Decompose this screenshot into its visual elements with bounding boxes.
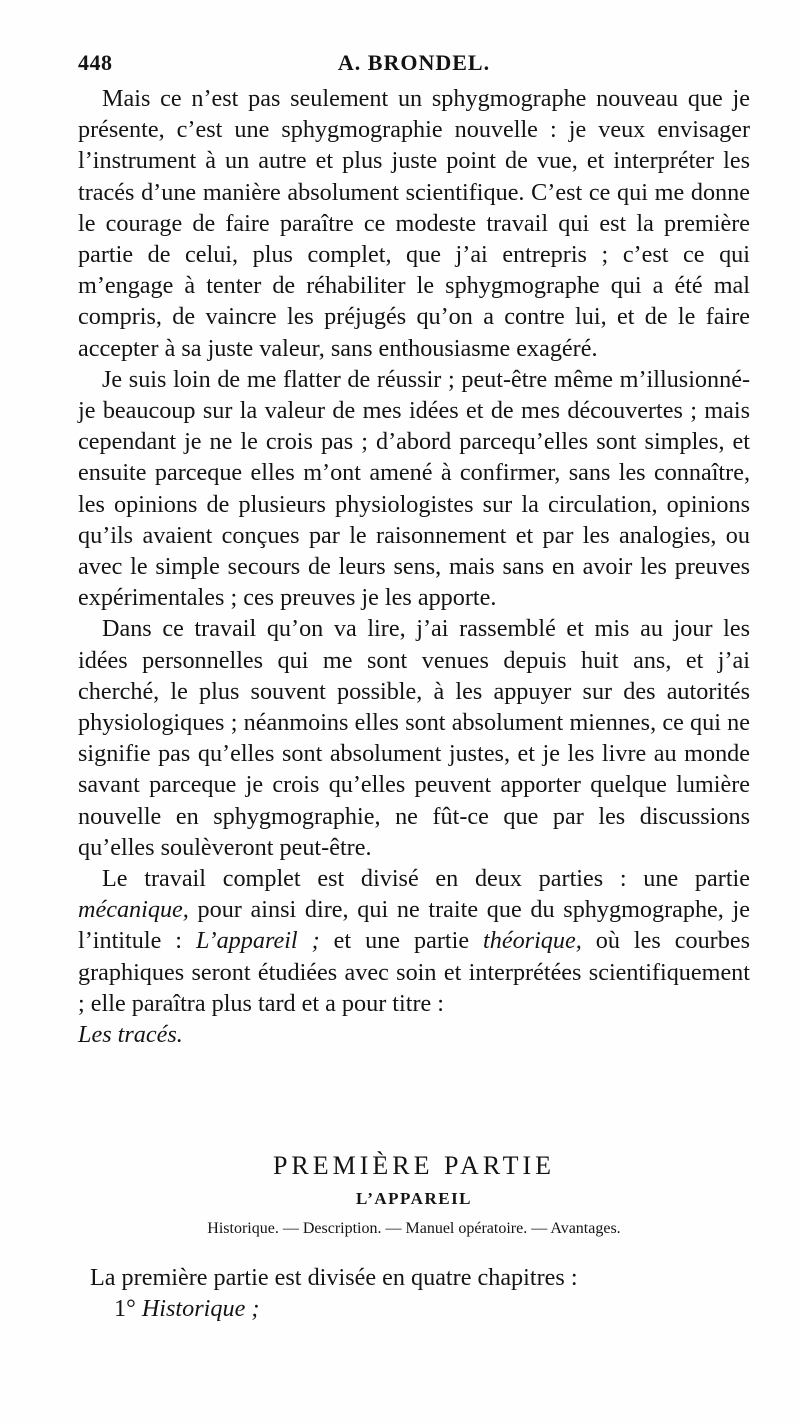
part-heading <box>78 1150 750 1240</box>
main-text <box>78 83 750 1050</box>
part-subtitle: L’APPAREIL <box>355 1189 473 1208</box>
paragraph-4-text-4: où les courbes graphiques seront étudiées avec soin et interprétées scientifiquement ; elle paraîtra plus tard et a pour titre : <box>78 927 750 1017</box>
chapter-list <box>78 1262 750 1324</box>
term-mecanique: mécanique, <box>78 896 189 924</box>
running-head: A. BRONDEL. <box>337 50 491 75</box>
part-summary: Historique. — Description. — Manuel opératoire. — Avantages. <box>207 1220 621 1237</box>
chapter-list-intro: La première partie est divisée en quatre chapitres : <box>90 1264 578 1291</box>
paragraph-4-text-2: pour ainsi dire, qui ne traite que du sphygmographe, je l’intitule : <box>78 896 750 955</box>
page-number: 448 <box>78 50 113 75</box>
title-traces: Les tracés. <box>78 1021 183 1049</box>
paragraph-2: Je suis loin de me flatter de réussir ; peut-être même m’illusionné-je beaucoup sur la valeur de mes idées et de mes découvertes ; mais cependant je ne le crois pas ; d’abord parcequ’elles sont simples, et ensuite parceque elles m’ont amené à confirmer, sans les connaître, les opinions de plusieurs physiologistes sur la circulation, opinions qu’ils avaient conçues par le raisonnement et par les analogies, ou avec le simple secours de leurs sens, mais sans en avoir les preuves expérimentales ; ces preuves je les apporte. <box>78 365 750 612</box>
chapter-item-number: 1° <box>114 1295 136 1323</box>
chapter-item-label: Historique ; <box>141 1295 260 1323</box>
title-appareil: L’appareil ; <box>195 927 320 955</box>
paragraph-4-text-3: et une partie <box>319 927 484 955</box>
paragraph-4-text-1: Le travail complet est divisé en deux parties : une partie <box>102 865 750 893</box>
paragraph-3: Dans ce travail qu’on va lire, j’ai rassemblé et mis au jour les idées personnelles qui me sont venues depuis huit ans, et j’ai cherché, le plus souvent possible, à les appuyer sur des autorités physiologiques ; néanmoins elles sont absolument miennes, ce qui ne signifie pas qu’elles sont absolument justes, et je les livre au monde savant parceque je crois qu’elles peuvent apporter quelque lumière nouvelle en sphygmographie, ne fût-ce que par les discussions qu’elles soulèveront peut-être. <box>78 615 750 861</box>
page-header <box>78 50 750 80</box>
chapter-item-1 <box>78 1293 750 1324</box>
paragraph-4 <box>78 863 750 1050</box>
paragraph-1: Mais ce n’est pas seulement un sphygmographe nouveau que je présente, c’est une sphygmographie nouvelle : je veux envisager l’instrument à un autre et plus juste point de vue, et interpréter les tracés d’une manière absolument scientifique. C’est ce qui me donne le courage de faire paraître ce modeste travail qui est la première partie de celui, plus complet, que j’ai entrepris ; c’est ce qui m’engage à tenter de réhabiliter le sphygmographe qui a été mal compris, de vaincre les préjugés qu’on a contre lui, et de le faire accepter à sa juste valeur, sans enthousiasme exagéré. <box>78 85 750 362</box>
part-title: PREMIÈRE PARTIE <box>272 1151 556 1180</box>
term-theorique: théorique, <box>483 927 582 955</box>
